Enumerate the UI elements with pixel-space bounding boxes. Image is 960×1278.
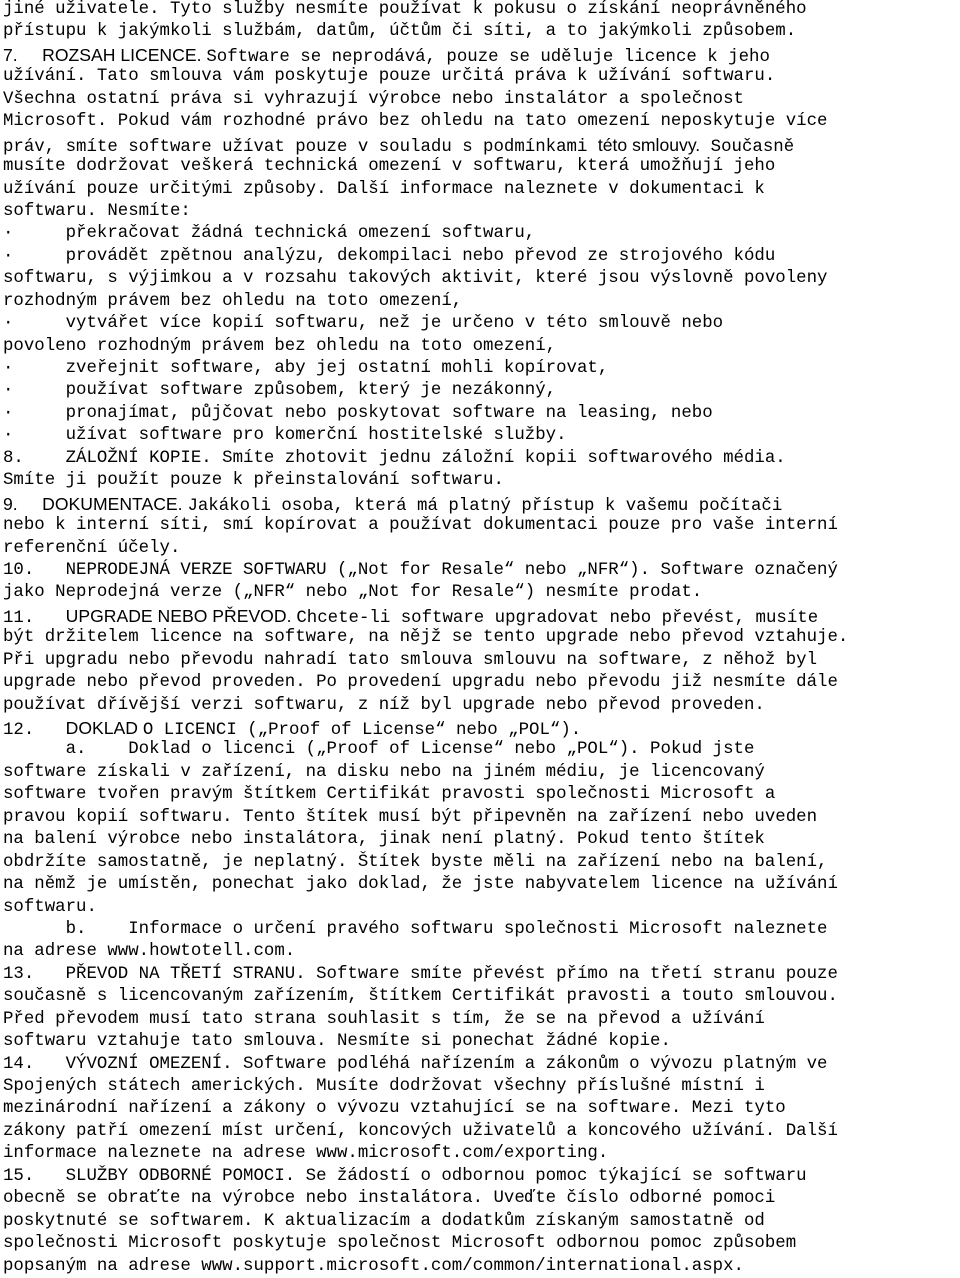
line-text: povoleno rozhodným právem bez ohledu na toto omezení,	[3, 336, 557, 356]
line-text: · užívat software pro komerční hostitelské služby.	[3, 426, 567, 446]
line-text: na němž je umístěn, ponechat jako doklad, že jste nabyvatelem licence na užívání	[3, 875, 838, 895]
document-line	[3, 66, 960, 88]
line-text: mezinárodní nařízení a zákony o vývozu vztahující se na software. Mezi tyto	[3, 1099, 786, 1119]
document-line	[3, 44, 960, 66]
line-text: Před převodem musí tato strana souhlasit s tím, že se na převod a užívání	[3, 1009, 765, 1029]
document-line	[3, 986, 960, 1008]
line-text: a. Doklad o licenci („Proof of License“ nebo „POL“). Pokud jste	[3, 740, 755, 760]
line-text: 12.	[3, 721, 66, 740]
document-line	[3, 268, 960, 290]
line-text: Chcete-li software upgradovat nebo převést, musíte	[296, 608, 819, 628]
line-text: · pronajímat, půjčovat nebo poskytovat software na leasing, nebo	[3, 403, 713, 423]
document-line	[3, 21, 960, 43]
document-line	[3, 313, 960, 335]
document-line	[3, 807, 960, 829]
document-line	[3, 829, 960, 851]
line-text: softwaru vztahuje tato smlouva. Nesmíte si ponechat žádné kopie.	[3, 1032, 671, 1052]
line-text: referenční účely.	[3, 538, 181, 558]
line-text: Software se neprodává, pouze se uděluje licence k jeho	[206, 47, 770, 67]
line-text: UPGRADE NEBO PŘEVOD.	[65, 605, 297, 626]
document-line	[3, 538, 960, 560]
line-text: b. Informace o určení pravého softwaru společnosti Microsoft naleznete	[3, 919, 828, 939]
line-text: 13. PŘEVOD NA TŘETÍ STRANU. Software smíte převést přímo na třetí stranu pouze	[3, 964, 838, 984]
line-text: 14. VÝVOZNÍ OMEZENÍ. Software podléhá nařízením a zákonům o vývozu platným ve	[3, 1054, 828, 1074]
document-line	[3, 941, 960, 963]
document-line	[3, 1031, 960, 1053]
line-text: Spojených státech amerických. Musíte dodržovat všechny příslušné místní i	[3, 1077, 765, 1096]
document-line	[3, 1143, 960, 1165]
line-text: 11.	[3, 608, 66, 628]
line-text: softwaru.	[3, 897, 97, 917]
document-line	[3, 448, 960, 470]
document-line	[3, 156, 960, 178]
document-line	[3, 672, 960, 694]
line-text: jiné uživatele. Tyto služby nesmíte používat k pokusu o získání neoprávněného	[3, 0, 807, 19]
document-line	[3, 223, 960, 245]
document-line	[3, 717, 960, 739]
document-line	[3, 358, 960, 380]
line-text: · používat software způsobem, který je nezákonný,	[3, 381, 557, 401]
document-line	[3, 1166, 960, 1188]
document-line	[3, 470, 960, 492]
line-text: jako Neprodejná verze („NFR“ nebo „Not for Resale“) nesmíte prodat.	[3, 583, 703, 603]
document-line	[3, 560, 960, 582]
document-line	[3, 627, 960, 649]
line-text: být držitelem licence na software, na nějž se tento upgrade nebo převod vztahuje.	[3, 628, 849, 648]
line-text: · provádět zpětnou analýzu, dekompilaci nebo převod ze strojového kódu	[3, 246, 776, 266]
document-line	[3, 605, 960, 627]
document-line	[3, 1211, 960, 1233]
line-text: 7. ROZSAH LICENCE.	[3, 44, 207, 65]
document-line	[3, 650, 960, 672]
line-text: Smíte ji použít pouze k přeinstalování softwaru.	[3, 471, 504, 491]
document-line	[3, 425, 960, 447]
line-text: DOKLAD	[65, 718, 143, 738]
document-line	[3, 1054, 960, 1076]
document-line	[3, 201, 960, 223]
line-text: software získali v zařízení, na disku nebo na jiném médiu, je licencovaný	[3, 762, 765, 782]
line-text: software tvořen pravým štítkem Certifikát pravosti společnosti Microsoft a	[3, 785, 776, 805]
document-line	[3, 515, 960, 537]
document-line	[3, 1121, 960, 1143]
line-text: Současně	[700, 137, 795, 157]
line-text: společnosti Microsoft poskytuje společnost Microsoft odbornou pomoc způsobem	[3, 1234, 797, 1254]
line-text: O LICENCI („Proof of License“ nebo „POL“).	[142, 721, 582, 740]
line-text: Při upgradu nebo převodu nahradí tato smlouva smlouvu na software, z něhož byl	[3, 650, 818, 670]
document-line	[3, 336, 960, 358]
line-text: užívání. Tato smlouva vám poskytuje pouze určitá práva k užívání softwaru.	[3, 67, 776, 87]
document-line	[3, 897, 960, 919]
document-line	[3, 246, 960, 268]
document-line	[3, 111, 960, 133]
line-text: Jakákoli osoba, která má platný přístup k vašemu počítači	[187, 496, 783, 516]
line-text: zákony patří omezení míst určení, koncových uživatelů a koncového užívání. Další	[3, 1121, 838, 1141]
document-line	[3, 582, 960, 604]
line-text: · překračovat žádná technická omezení softwaru,	[3, 224, 536, 244]
line-text: upgrade nebo převod proveden. Po provedení upgradu nebo převodu již nesmíte dále	[3, 673, 838, 693]
line-text: Všechna ostatní práva si vyhrazují výrobce nebo instalátor a společnost	[3, 89, 744, 109]
line-text: pravou kopií softwaru. Tento štítek musí být připevněn na zařízení nebo uveden	[3, 807, 818, 827]
line-text: obdržíte samostatně, je neplatný. Štítek byste měli na zařízení nebo na balení,	[3, 852, 828, 872]
line-text: musíte dodržovat veškerá technická omezení v softwaru, která umožňují jeho	[3, 157, 776, 177]
line-text: užívání pouze určitými způsoby. Další informace naleznete v dokumentaci k	[3, 179, 765, 199]
document-line	[3, 403, 960, 425]
line-text: současně s licencovaným zařízením, štítkem Certifikát pravosti a touto smlouvou.	[3, 987, 838, 1007]
document-line	[3, 762, 960, 784]
line-text: této smlouvy.	[597, 134, 701, 155]
line-text: poskytnuté se softwarem. K aktualizacím a dodatkům získaným samostatně od	[3, 1211, 765, 1231]
document-line	[3, 1188, 960, 1210]
line-text: na adrese www.howtotell.com.	[3, 942, 296, 962]
document-line	[3, 493, 960, 515]
line-text: 15. SLUŽBY ODBORNÉ POMOCI. Se žádostí o odbornou pomoc týkající se softwaru	[3, 1166, 807, 1186]
document-line	[3, 695, 960, 717]
document-line	[3, 784, 960, 806]
document-line	[3, 919, 960, 941]
line-text: softwaru, s výjimkou a v rozsahu takových aktivit, které jsou výslovně povoleny	[3, 269, 828, 289]
line-text: · vytvářet více kopií softwaru, než je určeno v této smlouvě nebo	[3, 314, 724, 334]
document-line	[3, 964, 960, 986]
line-text: Microsoft. Pokud vám rozhodné právo bez ohledu na tato omezení neposkytuje více	[3, 112, 828, 132]
line-text: 8. ZÁLOŽNÍ KOPIE. Smíte zhotovit jednu záložní kopii softwarového média.	[3, 448, 786, 468]
line-text: obecně se obraťte na výrobce nebo instalátora. Uveďte číslo odborné pomoci	[3, 1189, 776, 1209]
line-text: popsaným na adrese www.support.microsoft.com/common/international.aspx.	[3, 1256, 744, 1276]
line-text: přístupu k jakýmkoli službám, datům, účtům či síti, a to jakýmkoli způsobem.	[3, 22, 797, 42]
document-line	[3, 874, 960, 896]
document-line	[3, 89, 960, 111]
document-line	[3, 134, 960, 156]
document-line	[3, 1009, 960, 1031]
document-line	[3, 1098, 960, 1120]
line-text: na balení výrobce nebo instalátora, jinak není platný. Pokud tento štítek	[3, 830, 765, 850]
line-text: 10. NEPRODEJNÁ VERZE SOFTWARU („Not for Resale“ nebo „NFR“). Software označený	[3, 560, 838, 580]
document-line	[3, 852, 960, 874]
document-line	[3, 179, 960, 201]
document-line	[3, 1233, 960, 1255]
document-line	[3, 739, 960, 761]
document-line	[3, 0, 960, 21]
line-text: rozhodným právem bez ohledu na toto omezení,	[3, 291, 463, 311]
line-text: softwaru. Nesmíte:	[3, 201, 191, 221]
document-line	[3, 291, 960, 313]
document-line	[3, 1076, 960, 1098]
line-text: · zveřejnit software, aby jej ostatní mohli kopírovat,	[3, 359, 609, 378]
line-text: informace naleznete na adrese www.microsoft.com/exporting.	[3, 1144, 609, 1164]
document-line	[3, 380, 960, 402]
line-text: nebo k interní síti, smí kopírovat a používat dokumentaci pouze pro vaše interní	[3, 516, 838, 536]
line-text: 9. DOKUMENTACE.	[3, 493, 188, 514]
line-text: používat dřívější verzi softwaru, z níž byl upgrade nebo převod proveden.	[3, 695, 765, 715]
line-text: práv, smíte software užívat pouze v souladu s podmínkami	[3, 137, 598, 157]
